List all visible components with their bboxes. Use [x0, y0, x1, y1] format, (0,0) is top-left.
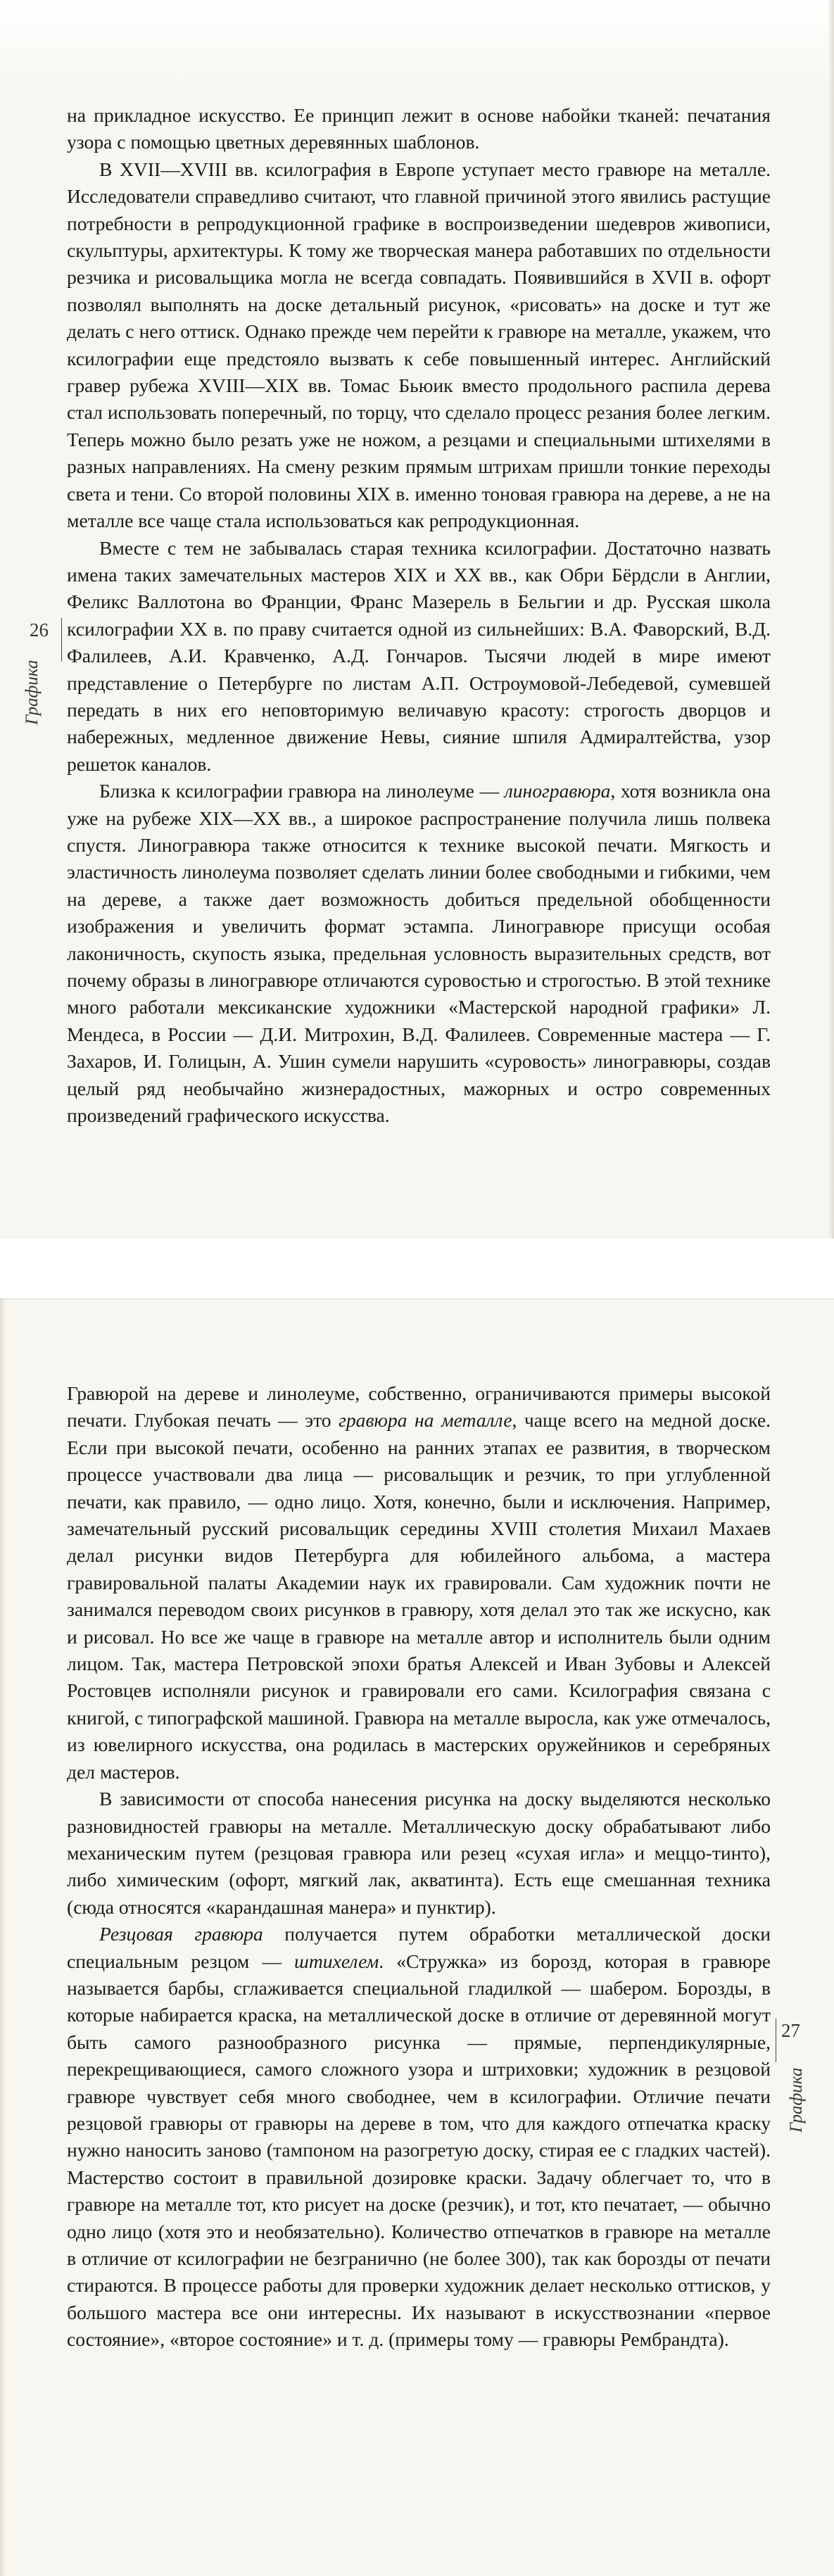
term: штихелем — [294, 1950, 379, 1972]
page-27 — [0, 1299, 834, 2576]
paragraph-text: , чаще всего на медной доске. Если при высокой печати, особенно на ранних этапах ее развития, в творческом процессе участвовали два лица — рисовальщик и резчик, то при углубленной печати, как правило, — одно лицо. Хотя, конечно, были и исключения. Например, замечательный русский рисовальщик середины XVIII столетия Михаил Махаев делал рисунки видов Петербурга для юбилейного альбома, а мастера гравировальной палаты Академии наук их гравировали. Сам художник почти не занимался переводом своих рисунков в гравюру, хотя делал это так же искусно, как и рисовал. Но все же чаще в гравюре на металле автор и исполнитель были одним лицом. Так, мастера Петровской эпохи братья Алексей и Иван Зубовы и Алексей Ростовцев исполняли рисунок и гравировали его сами. Ксилография связана с книгой, с типографской машиной. Гравюра на металле выросла, как уже отмечалось, из ювелирного искусства, она родилась в мастерских оружейников и серебряных дел мастеров. — [67, 1409, 771, 1783]
paragraph: В XVII—XVIII вв. ксилография в Европе уступает место гравюре на металле. Исследователи справедливо считают, что главной причиной этого явились растущие потребности в репродукционной графике в воспроизведении шедевров живописи, скульптуры, архитектуры. К тому же творческая манера работавших по отдельности резчика и рисовальщика могла не всегда совпадать. Появившийся в XVII в. офорт позволял выполнять на доске детальный рисунок, «рисовать» на доске и тут же делать с него оттиск. Однако прежде чем перейти к гравюре на металле, укажем, что ксилографии еще предстояло вызвать к себе повышенный интерес. Английский гравер рубежа XVIII—XIX вв. Томас Бьюик вместо продольного распила дерева стал использовать поперечный, по торцу, что сделало процесс резания более легким. Теперь можно было резать уже не ножом, а резцами и специальными штихелями в разных направлениях. На смену резким прямым штрихам пришли тонкие переходы света и тени. Со второй половины XIX в. именно тоновая гравюра на дереве, а не на металле все чаще стала использоваться как репродукционная. — [67, 158, 771, 532]
paragraph: В зависимости от способа нанесения рисунка на доску выделяются несколько разновидностей гравюры на металле. Металлическую доску обрабатывают либо механическим путем (резцовая гравюра или резец «сухая игла» и меццо-тинто), либо химическим (офорт, мягкий лак, акватинта). Есть еще смешанная техника (сюда относятся «карандашная манера» и пунктир). — [67, 1788, 771, 1918]
margin-rule — [61, 618, 62, 662]
term: Резцовая гравюра — [99, 1923, 263, 1945]
paragraph — [67, 778, 771, 1129]
paragraph — [67, 1380, 771, 1786]
page-top-shade — [0, 0, 834, 91]
paragraph: Вместе с тем не забывалась старая техника ксилографии. Достаточно назвать имена таких замечательных мастеров XIX и XX вв., как Обри Бёрдсли в Англии, Феликс Валлотона во Франции, Франс Мазерель в Бельгии и др. Русская школа ксилографии XX в. по праву считается одной из сильнейших: В.А. Фаворский, В.Д. Фалилеев, А.И. Кравченко, А.Д. Гончаров. Тысячи людей в мире имеют представление о Петербурге по листам А.П. Остроумовой-Лебедевой, сумевшей передать в них его неповторимую величавую красоту: строгость дворцов и набережных, медленное движение Невы, сияние шпиля Адмиралтейства, узор решеток каналов. — [67, 536, 771, 775]
page-number: 27 — [781, 2020, 800, 2041]
text-column — [67, 1380, 771, 2354]
paragraph — [67, 1921, 771, 2354]
section-label: Графика — [787, 2067, 806, 2133]
paragraph-text: получается путем обработки металлической доски специальным резцом — — [67, 1923, 771, 1972]
paragraph-text: , хотя возникла она уже на рубеже XIX—XX вв., а широкое распространение получила лишь полвека спустя. Линогравюра также относится к технике высокой печати. Мягкость и эластичность линолеума позволяет сделать линии более свободными и гибкими, чем на дереве, а также дает возможность добиться предельной обобщенности изображения и увеличить формат эстампа. Линогравюре присущи особая лаконичность, скупость языка, предельная условность выразительных средств, вот почему образы в линогравюре отличаются суровостью и строгостью. В этой технике много работали мексиканские художники «Мастерской народной графики» Л. Мендеса, в России — Д.И. Митрохин, В.Д. Фалилеев. Современные мастера — Г. Захаров, И. Голицын, А. Ушин сумели нарушить «суровость» линогравюры, создав целый ряд необычайно жизнерадостных, мажорных и остро современных произведений графического искусства. — [67, 780, 771, 1127]
page-gap — [0, 1239, 834, 1299]
page-26 — [0, 0, 834, 1239]
term: гравюра на металле — [339, 1409, 512, 1432]
paragraph-text: . «Стружка» из борозд, которая в гравюре называется барбы, сглаживается специальной гладилкой — шабером. Борозды, в которые набирается краска, на металлической доске в отличие от деревянной могут быть самого разнообразного рисунка — прямые, перпендикулярные, перекрещивающиеся, самого сложного узора и штриховки; художник в резцовой гравюре чувствует себя много свободнее, чем в ксилографии. Отличие печати резцовой гравюры от гравюры на дереве в том, что для каждого отпечатка краску нужно наносить заново (тампоном на разогретую доску, стирая ее с гладких частей). Мастерство состоит в правильной дозировке краски. Задачу облегчает то, что в гравюре на металле тот, кто рисует на доске (резчик), и тот, кто печатает, — обычно одно лицо (хотя это и необязательно). Количество отпечатков в гравюре на металле в отличие от ксилографии не безгранично (не более 300), так как борозды от печати стираются. В процессе работы для проверки художник делает несколько оттисков, у большого мастера все они интересны. Их называют в искусствознании «первое состояние», «второе состояние» и т. д. (примеры тому — гравюры Рембрандта). — [67, 1950, 771, 2351]
paragraph: на прикладное искусство. Ее принцип лежит в основе набойки тканей: печатания узора с помощью цветных деревянных шаблонов. — [67, 104, 771, 153]
paragraph-text: Гравюрой на дереве и линолеуме, собственно, ограничиваются примеры высокой печати. Глубокая печать — это — [67, 1382, 771, 1432]
page-number: 26 — [30, 619, 49, 640]
page-edge — [828, 0, 834, 1239]
text-column — [67, 102, 771, 1129]
section-label: Графика — [23, 659, 42, 725]
paragraph-text: Близка к ксилографии гравюра на линолеуме — — [99, 780, 505, 802]
term: линогравюра — [504, 780, 611, 802]
page-edge — [0, 1299, 6, 2576]
